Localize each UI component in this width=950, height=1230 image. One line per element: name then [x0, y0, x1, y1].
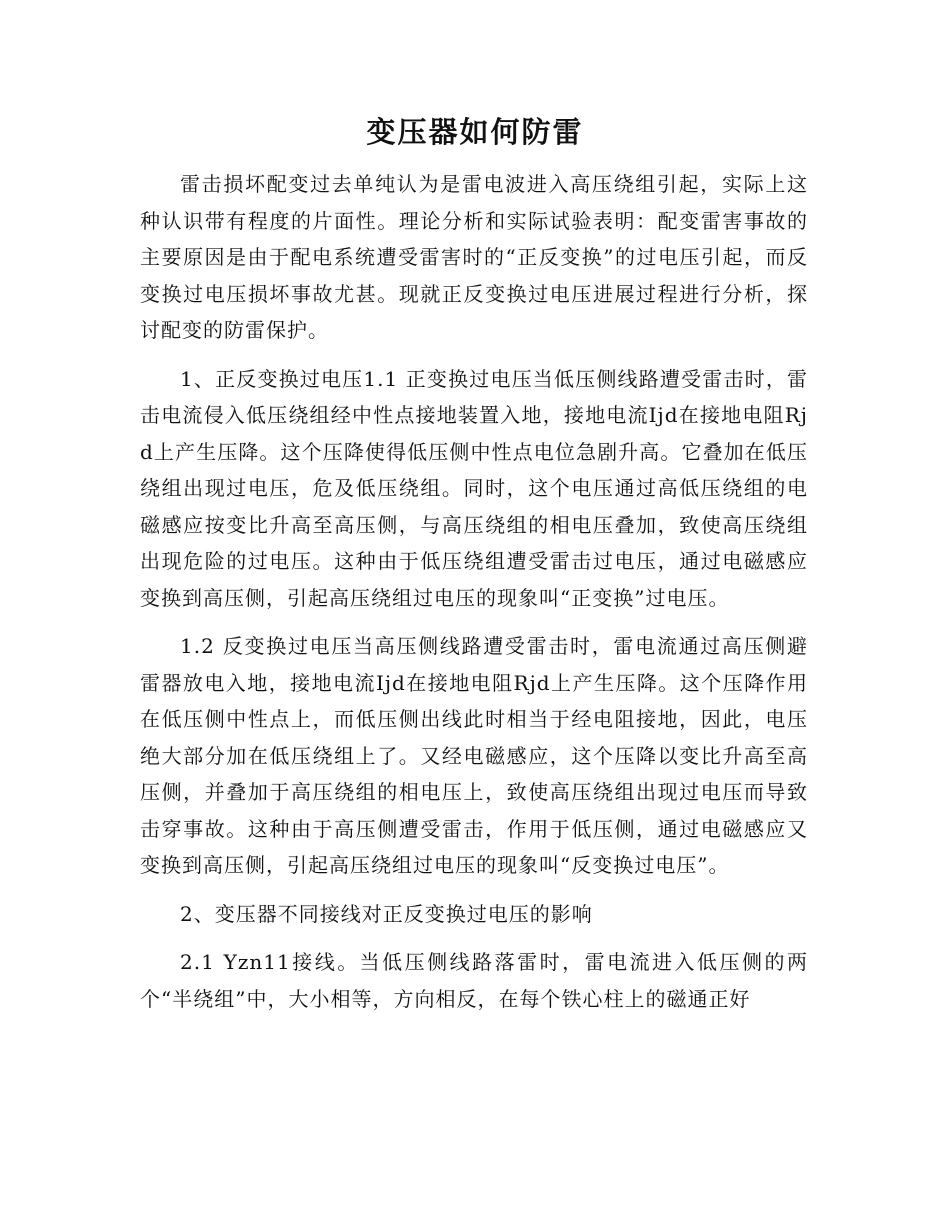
section-heading-wiring-influence: 2、变压器不同接线对正反变换过电压的影响: [180, 901, 593, 926]
paragraph-reverse-conversion: 1.2 反变换过电压当高压侧线路遭受雷击时，雷电流通过高压侧避雷器放电入地，接地电流Ijd在接地电阻Rjd上产生压降。这个压降作用在低压侧中性点上，而低压侧出线此时相当于经电阻接地，因此，电压绝大部分加在低压绕组上了。又经电磁感应，这个压降以变比升高至高压侧，并叠加于高压绕组的相电压上，致使高压绕组出现过电压而导致击穿事故。这种由于高压侧遭受雷击，作用于低压侧，通过电磁感应又变换到高压侧，引起高压绕组过电压的现象叫“反变换过电压”。: [140, 634, 808, 877]
paragraph-forward-conversion: 1、正反变换过电压1.1 正变换过电压当低压侧线路遭受雷击时，雷击电流侵入低压绕组经中性点接地装置入地，接地电流Ijd在接地电阻Rjd上产生压降。这个压降使得低压侧中性点电位急剧升高。它叠加在低压绕组出现过电压，危及低压绕组。同时，这个电压通过高低压绕组的电磁感应按变比升高至高压侧，与高压绕组的相电压叠加，致使高压绕组出现危险的过电压。这种由于低压绕组遭受雷击过电压，通过电磁感应变换到高压侧，引起高压绕组过电压的现象叫“正变换”过电压。: [140, 366, 808, 610]
document-body: [140, 166, 808, 1029]
paragraph-yzn11-wiring: 2.1 Yzn11接线。当低压侧线路落雷时，雷电流进入低压侧的两个“半绕组”中，大小相等，方向相反，在每个铁心柱上的磁通正好: [140, 950, 808, 1011]
document-title: 变压器如何防雷: [366, 115, 584, 149]
paragraph-intro: 雷击损坏配变过去单纯认为是雷电波进入高压绕组引起，实际上这种认识带有程度的片面性。理论分析和实际试验表明：配变雷害事故的主要原因是由于配电系统遭受雷害时的“正反变换”的过电压引起，而反变换过电压损坏事故尤甚。现就正反变换过电压进展过程进行分析，探讨配变的防雷保护。: [140, 172, 808, 342]
